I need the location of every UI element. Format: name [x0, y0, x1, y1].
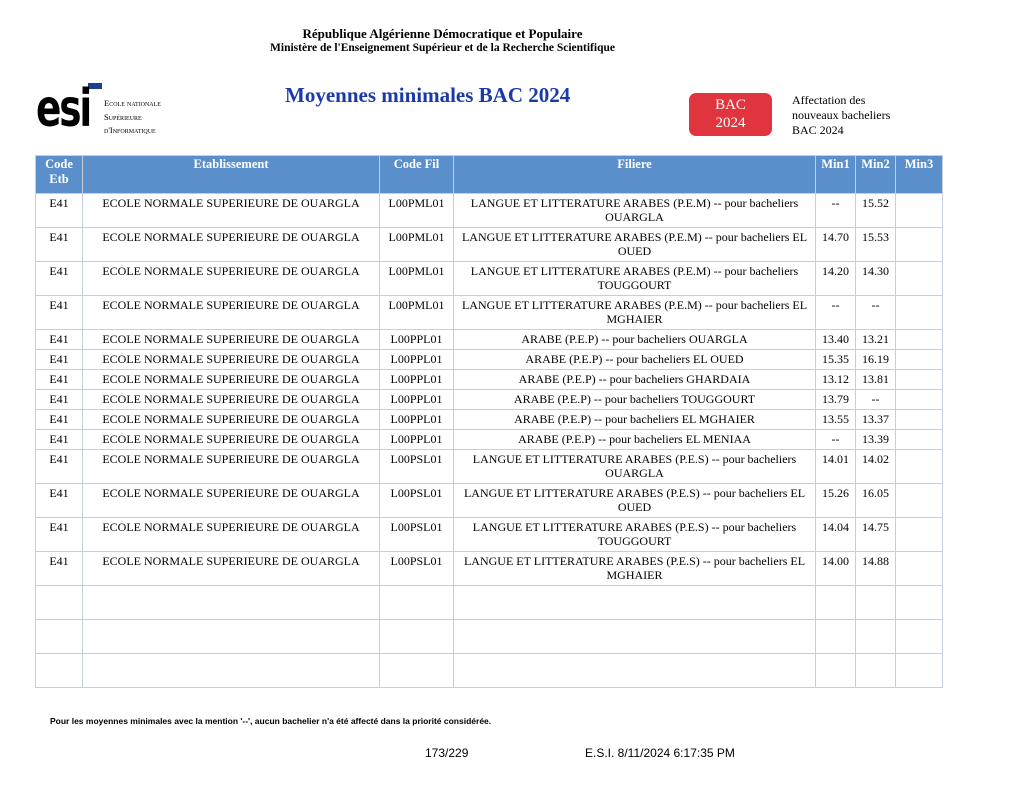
col-header-code-etb: Code Etb	[36, 156, 83, 194]
cell-min1: 13.12	[816, 370, 856, 390]
cell-code-fil: L00PML01	[380, 194, 454, 228]
page-title: Moyennes minimales BAC 2024	[285, 83, 571, 107]
cell-etablissement: ECOLE NORMALE SUPERIEURE DE OUARGLA	[83, 410, 380, 430]
cell-etablissement: ECOLE NORMALE SUPERIEURE DE OUARGLA	[83, 228, 380, 262]
cell-min2: 14.88	[856, 552, 896, 586]
cell-min1: 13.79	[816, 390, 856, 410]
cell-empty	[83, 586, 380, 620]
cell-code-fil: L00PPL01	[380, 350, 454, 370]
table-row	[36, 228, 943, 262]
table-row	[36, 552, 943, 586]
cell-code-etb: E41	[36, 228, 83, 262]
cell-min3	[896, 450, 943, 484]
col-header-min1: Min1	[816, 156, 856, 194]
table-row	[36, 350, 943, 370]
logo-text	[104, 97, 161, 138]
table-row	[36, 484, 943, 518]
cell-filiere: LANGUE ET LITTERATURE ARABES (P.E.M) -- pour bacheliers EL MGHAIER	[454, 296, 816, 330]
col-header-min2: Min2	[856, 156, 896, 194]
cell-min3	[896, 330, 943, 350]
print-stamp: E.S.I. 8/11/2024 6:17:35 PM	[585, 746, 735, 760]
cell-min3	[896, 518, 943, 552]
cell-filiere: ARABE (P.E.P) -- pour bacheliers EL OUED	[454, 350, 816, 370]
cell-min3	[896, 552, 943, 586]
cell-min2: 13.39	[856, 430, 896, 450]
cell-code-fil: L00PPL01	[380, 430, 454, 450]
cell-etablissement: ECOLE NORMALE SUPERIEURE DE OUARGLA	[83, 370, 380, 390]
header-ministry: Ministère de l'Enseignement Supérieur et de la Recherche Scientifique	[270, 42, 615, 54]
cell-min3	[896, 194, 943, 228]
header-republic: République Algérienne Démocratique et Populaire	[302, 26, 583, 41]
cell-empty	[380, 654, 454, 688]
cell-min2: 13.21	[856, 330, 896, 350]
bac-badge-line-1: BAC	[715, 97, 746, 113]
affectation-line-2: nouveaux bacheliers	[792, 108, 891, 122]
cell-min1: 13.40	[816, 330, 856, 350]
cell-empty	[36, 586, 83, 620]
col-header-code-fil: Code Fil	[380, 156, 454, 194]
cell-code-fil: L00PPL01	[380, 370, 454, 390]
cell-min1: 14.01	[816, 450, 856, 484]
cell-empty	[380, 620, 454, 654]
table-row	[36, 518, 943, 552]
cell-filiere: LANGUE ET LITTERATURE ARABES (P.E.S) -- pour bacheliers EL OUED	[454, 484, 816, 518]
table-row	[36, 450, 943, 484]
cell-code-etb: E41	[36, 194, 83, 228]
cell-empty	[454, 620, 816, 654]
cell-etablissement: ECOLE NORMALE SUPERIEURE DE OUARGLA	[83, 484, 380, 518]
cell-min3	[896, 484, 943, 518]
table-row	[36, 370, 943, 390]
cell-code-fil: L00PSL01	[380, 518, 454, 552]
col-header-filiere: Filiere	[454, 156, 816, 194]
cell-min2: 13.81	[856, 370, 896, 390]
cell-code-fil: L00PML01	[380, 296, 454, 330]
logo-mark: esi	[36, 79, 91, 139]
table-row	[36, 430, 943, 450]
cell-code-fil: L00PSL01	[380, 484, 454, 518]
cell-etablissement: ECOLE NORMALE SUPERIEURE DE OUARGLA	[83, 262, 380, 296]
cell-min1: 13.55	[816, 410, 856, 430]
page-number: 173/229	[425, 746, 469, 760]
cell-code-fil: L00PPL01	[380, 330, 454, 350]
cell-code-etb: E41	[36, 296, 83, 330]
cell-min2: 16.19	[856, 350, 896, 370]
cell-min3	[896, 228, 943, 262]
table-row-empty	[36, 620, 943, 654]
cell-min2: --	[856, 390, 896, 410]
cell-min2: --	[856, 296, 896, 330]
cell-min1: 15.35	[816, 350, 856, 370]
footnote: Pour les moyennes minimales avec la mention '--', aucun bachelier n'a été affecté dans la priorité considérée.	[50, 716, 492, 726]
cell-empty	[380, 586, 454, 620]
cell-min3	[896, 350, 943, 370]
cell-min3	[896, 296, 943, 330]
cell-min2: 15.52	[856, 194, 896, 228]
cell-code-fil: L00PML01	[380, 228, 454, 262]
cell-code-etb: E41	[36, 430, 83, 450]
cell-filiere: ARABE (P.E.P) -- pour bacheliers GHARDAIA	[454, 370, 816, 390]
cell-filiere: ARABE (P.E.P) -- pour bacheliers EL MENIAA	[454, 430, 816, 450]
cell-min2: 14.02	[856, 450, 896, 484]
cell-min2: 14.75	[856, 518, 896, 552]
esi-logo	[36, 79, 186, 139]
cell-empty	[36, 620, 83, 654]
cell-empty	[896, 620, 943, 654]
col-header-min3: Min3	[896, 156, 943, 194]
cell-etablissement: ECOLE NORMALE SUPERIEURE DE OUARGLA	[83, 430, 380, 450]
cell-min1: --	[816, 430, 856, 450]
cell-code-fil: L00PPL01	[380, 390, 454, 410]
cell-empty	[856, 586, 896, 620]
cell-filiere: LANGUE ET LITTERATURE ARABES (P.E.S) -- pour bacheliers OUARGLA	[454, 450, 816, 484]
cell-code-etb: E41	[36, 518, 83, 552]
cell-filiere: LANGUE ET LITTERATURE ARABES (P.E.S) -- pour bacheliers TOUGGOURT	[454, 518, 816, 552]
cell-min1: --	[816, 194, 856, 228]
logo-line-1: Ecole nationale	[104, 98, 161, 108]
cell-code-etb: E41	[36, 410, 83, 430]
cell-empty	[816, 654, 856, 688]
cell-min2: 15.53	[856, 228, 896, 262]
cell-filiere: LANGUE ET LITTERATURE ARABES (P.E.S) -- pour bacheliers EL MGHAIER	[454, 552, 816, 586]
cell-empty	[816, 586, 856, 620]
cell-empty	[454, 586, 816, 620]
cell-code-fil: L00PML01	[380, 262, 454, 296]
bac-badge	[689, 93, 772, 136]
affectation-note	[792, 93, 890, 138]
table-row-empty	[36, 586, 943, 620]
cell-empty	[83, 620, 380, 654]
cell-filiere: ARABE (P.E.P) -- pour bacheliers OUARGLA	[454, 330, 816, 350]
cell-etablissement: ECOLE NORMALE SUPERIEURE DE OUARGLA	[83, 350, 380, 370]
cell-etablissement: ECOLE NORMALE SUPERIEURE DE OUARGLA	[83, 552, 380, 586]
cell-min1: 14.20	[816, 262, 856, 296]
cell-empty	[856, 654, 896, 688]
cell-empty	[896, 586, 943, 620]
cell-empty	[896, 654, 943, 688]
cell-min1: 15.26	[816, 484, 856, 518]
affectation-line-3: BAC 2024	[792, 123, 844, 137]
cell-etablissement: ECOLE NORMALE SUPERIEURE DE OUARGLA	[83, 296, 380, 330]
table-header-row	[36, 156, 943, 194]
cell-min2: 16.05	[856, 484, 896, 518]
col-header-etablissement: Etablissement	[83, 156, 380, 194]
cell-min2: 13.37	[856, 410, 896, 430]
cell-code-etb: E41	[36, 262, 83, 296]
cell-min1: --	[816, 296, 856, 330]
cell-empty	[83, 654, 380, 688]
cell-empty	[454, 654, 816, 688]
results-table	[35, 155, 943, 688]
table-row	[36, 194, 943, 228]
cell-min3	[896, 262, 943, 296]
table-row	[36, 262, 943, 296]
cell-code-etb: E41	[36, 450, 83, 484]
cell-etablissement: ECOLE NORMALE SUPERIEURE DE OUARGLA	[83, 194, 380, 228]
cell-min3	[896, 430, 943, 450]
table-row	[36, 410, 943, 430]
cell-code-fil: L00PPL01	[380, 410, 454, 430]
cell-code-fil: L00PSL01	[380, 450, 454, 484]
cell-empty	[816, 620, 856, 654]
cell-filiere: LANGUE ET LITTERATURE ARABES (P.E.M) -- pour bacheliers TOUGGOURT	[454, 262, 816, 296]
cell-min1: 14.70	[816, 228, 856, 262]
cell-code-etb: E41	[36, 484, 83, 518]
cell-etablissement: ECOLE NORMALE SUPERIEURE DE OUARGLA	[83, 390, 380, 410]
cell-min3	[896, 390, 943, 410]
logo-line-3: d'Informatique	[104, 125, 156, 135]
table-row	[36, 296, 943, 330]
affectation-line-1: Affectation des	[792, 93, 866, 107]
cell-min2: 14.30	[856, 262, 896, 296]
cell-min1: 14.00	[816, 552, 856, 586]
cell-empty	[856, 620, 896, 654]
cell-code-etb: E41	[36, 552, 83, 586]
cell-code-etb: E41	[36, 390, 83, 410]
cell-min3	[896, 410, 943, 430]
table-row	[36, 330, 943, 350]
logo-line-2: Supérieure	[104, 111, 142, 122]
cell-code-etb: E41	[36, 370, 83, 390]
cell-etablissement: ECOLE NORMALE SUPERIEURE DE OUARGLA	[83, 330, 380, 350]
bac-badge-line-2: 2024	[715, 115, 746, 131]
cell-etablissement: ECOLE NORMALE SUPERIEURE DE OUARGLA	[83, 450, 380, 484]
cell-code-fil: L00PSL01	[380, 552, 454, 586]
cell-code-etb: E41	[36, 330, 83, 350]
cell-filiere: ARABE (P.E.P) -- pour bacheliers EL MGHAIER	[454, 410, 816, 430]
cell-etablissement: ECOLE NORMALE SUPERIEURE DE OUARGLA	[83, 518, 380, 552]
cell-empty	[36, 654, 83, 688]
cell-filiere: LANGUE ET LITTERATURE ARABES (P.E.M) -- pour bacheliers OUARGLA	[454, 194, 816, 228]
logo-accent-bar	[88, 83, 102, 89]
table-row-empty	[36, 654, 943, 688]
cell-code-etb: E41	[36, 350, 83, 370]
table-row	[36, 390, 943, 410]
cell-filiere: LANGUE ET LITTERATURE ARABES (P.E.M) -- pour bacheliers EL OUED	[454, 228, 816, 262]
cell-min3	[896, 370, 943, 390]
cell-filiere: ARABE (P.E.P) -- pour bacheliers TOUGGOURT	[454, 390, 816, 410]
cell-min1: 14.04	[816, 518, 856, 552]
